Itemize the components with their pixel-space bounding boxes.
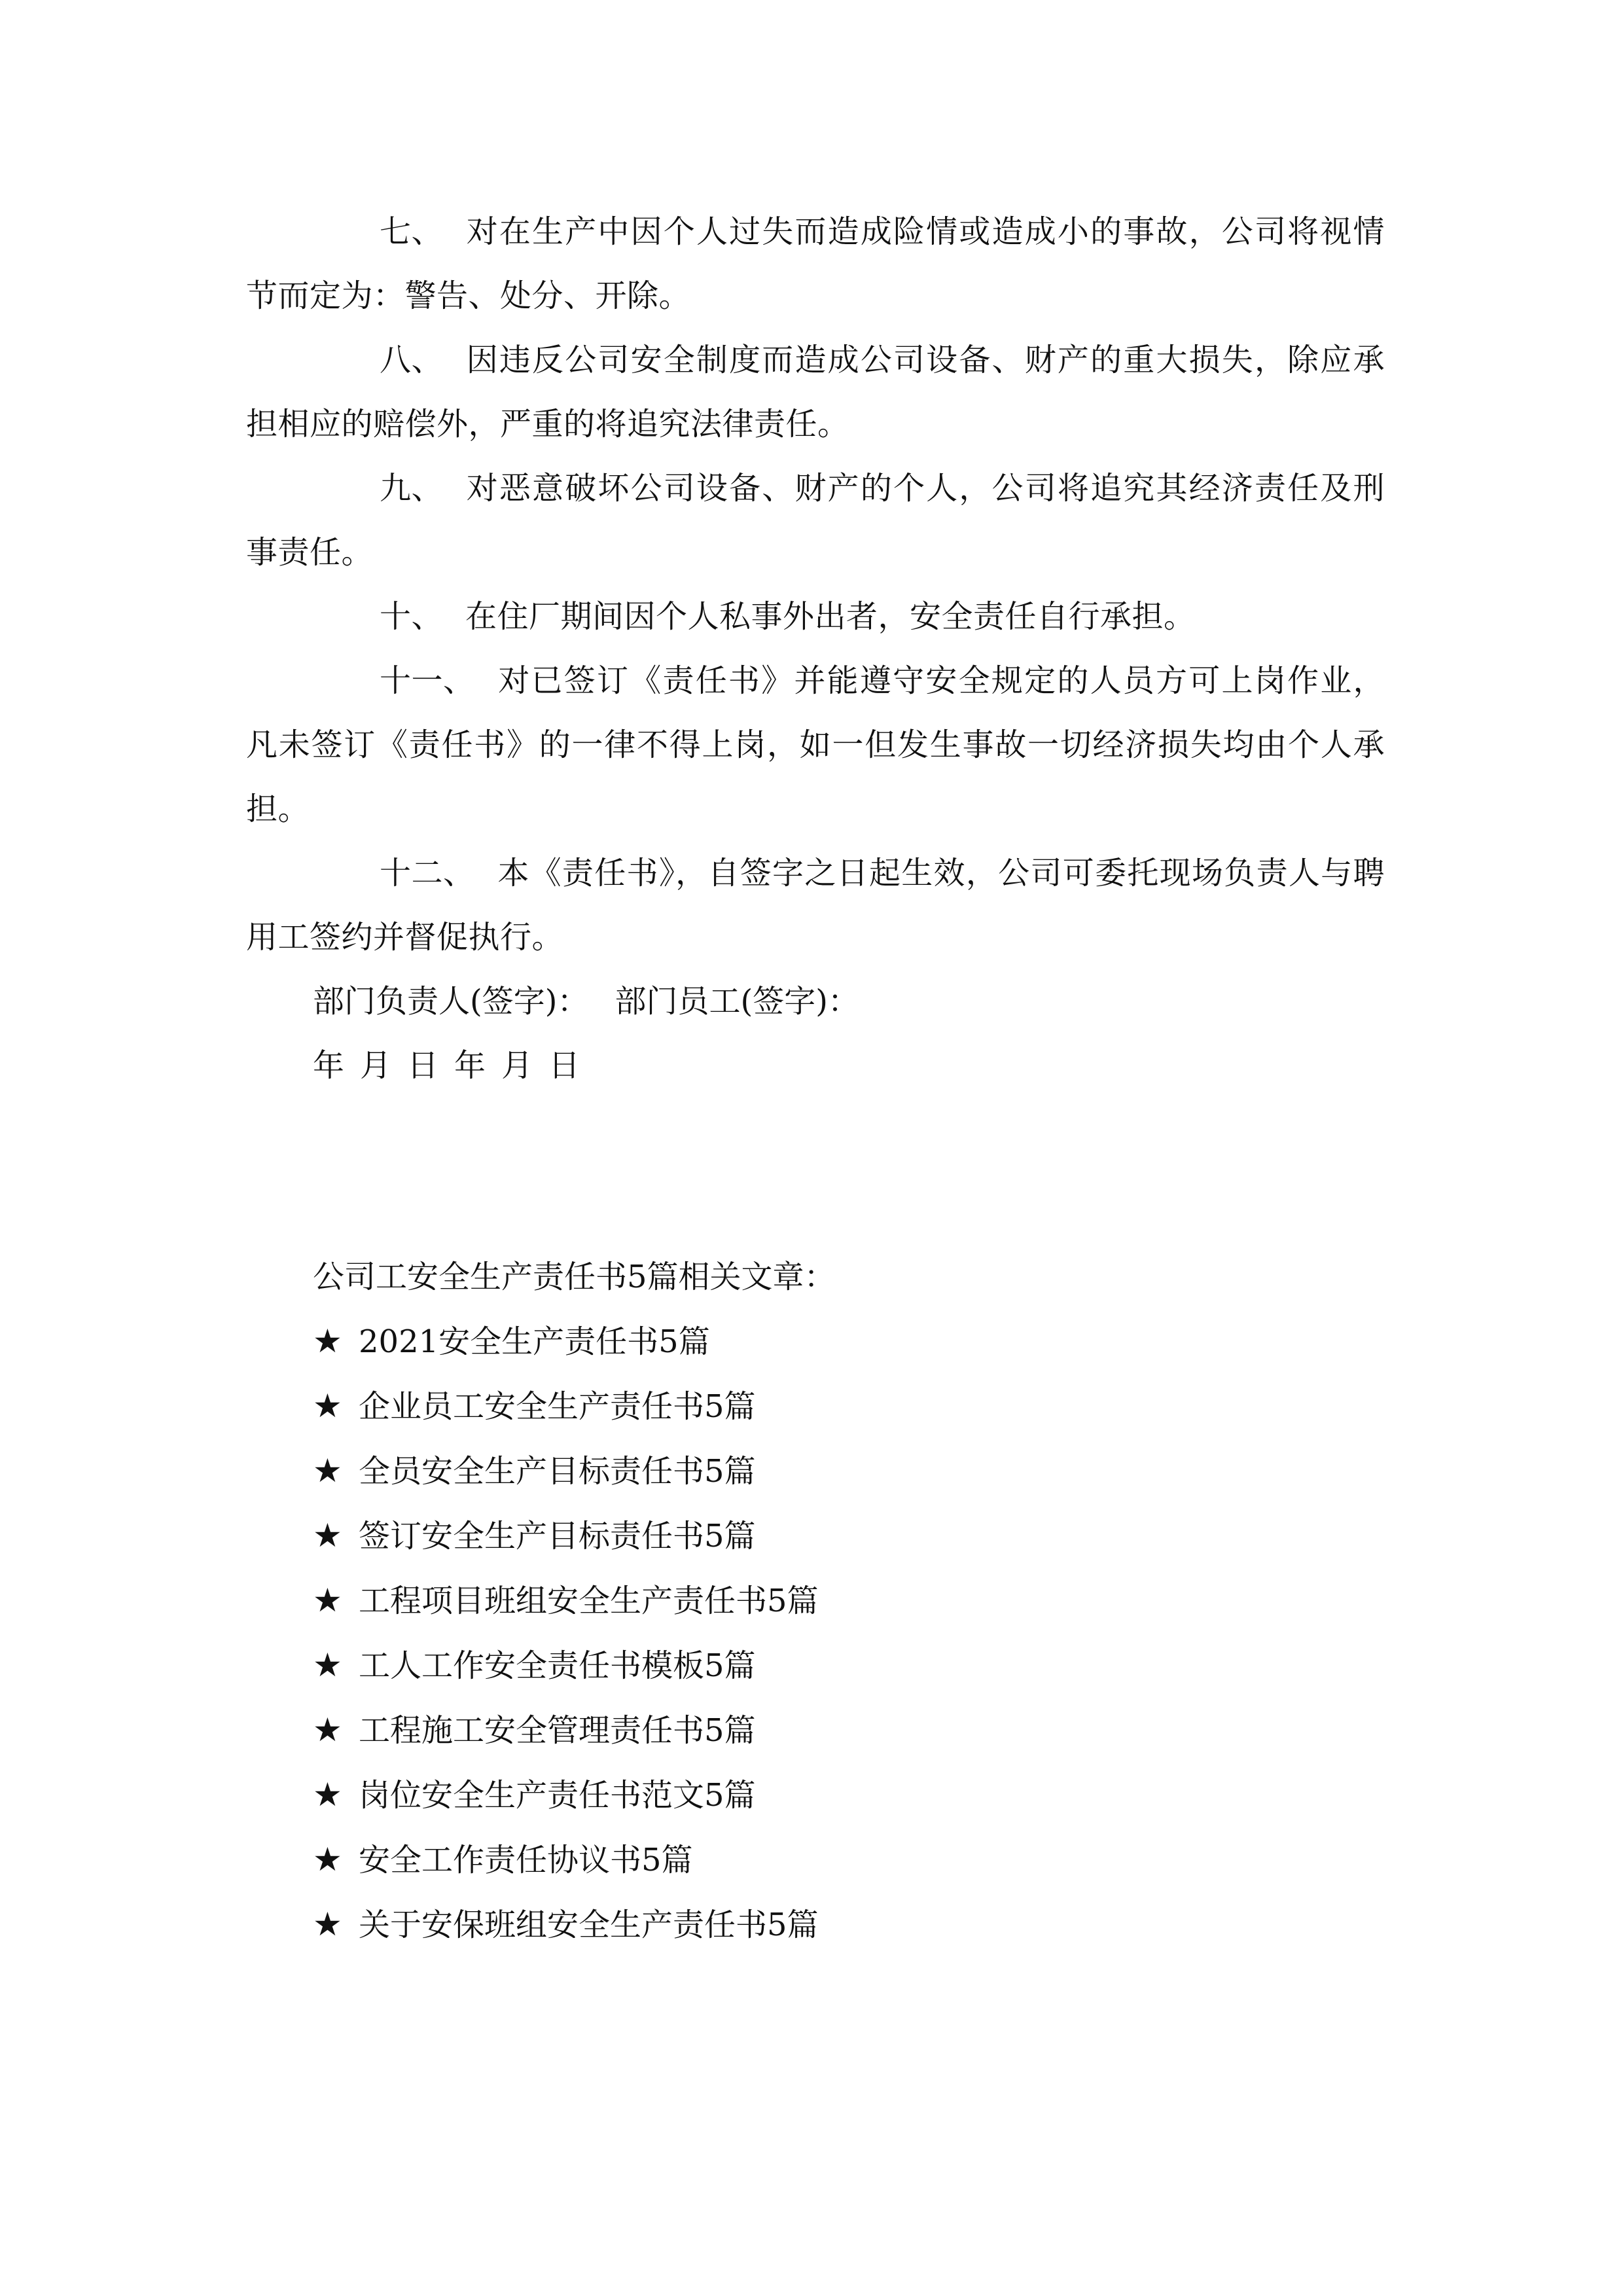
- related-article-link[interactable]: 安全工作责任协议书5篇: [359, 1842, 693, 1878]
- star-icon: ★: [313, 1905, 342, 1943]
- clause-12: [246, 841, 1385, 969]
- day-label: 日: [407, 1047, 439, 1084]
- day-label: 日: [548, 1047, 580, 1084]
- related-article-item: [313, 1827, 1385, 1892]
- clause-11: [246, 649, 1385, 841]
- related-article-link[interactable]: 企业员工安全生产责任书5篇: [359, 1388, 756, 1425]
- related-articles-list: [313, 1309, 1385, 1957]
- star-icon: ★: [313, 1387, 342, 1425]
- related-article-item: [313, 1698, 1385, 1763]
- star-icon: ★: [313, 1711, 342, 1749]
- signature-line: [246, 969, 1385, 1033]
- star-icon: ★: [313, 1581, 342, 1619]
- related-article-item: [313, 1633, 1385, 1698]
- clause-number: 七、: [380, 213, 444, 250]
- clause-9: [246, 456, 1385, 584]
- related-article-link[interactable]: 工人工作安全责任书模板5篇: [359, 1647, 756, 1684]
- date-line: [246, 1033, 1385, 1098]
- related-article-item: [313, 1374, 1385, 1439]
- related-article-item: [313, 1763, 1385, 1827]
- clause-number: 九、: [380, 470, 444, 507]
- star-icon: ★: [313, 1646, 342, 1684]
- clause-text: 因违反公司安全制度而造成公司设备、财产的重大损失，除应承担相应的赔偿外，严重的将追究法律责任。: [246, 342, 1385, 442]
- related-articles: [246, 1245, 1385, 1957]
- related-article-item: [313, 1568, 1385, 1633]
- related-article-item: [313, 1309, 1385, 1374]
- related-article-item: [313, 1892, 1385, 1957]
- month-label: 月: [360, 1047, 392, 1084]
- star-icon: ★: [313, 1452, 342, 1490]
- clause-text: 对在生产中因个人过失而造成险情或造成小的事故，公司将视情节而定为：警告、处分、开除。: [246, 213, 1385, 314]
- star-icon: ★: [313, 1322, 342, 1360]
- related-article-link[interactable]: 全员安全生产目标责任书5篇: [359, 1453, 756, 1490]
- clause-number: 十二、: [380, 855, 475, 891]
- star-icon: ★: [313, 1776, 342, 1814]
- document-body: [246, 200, 1385, 1957]
- related-article-link[interactable]: 工程施工安全管理责任书5篇: [359, 1712, 756, 1749]
- clause-text: 在住厂期间因个人私事外出者，安全责任自行承担。: [465, 598, 1196, 635]
- clause-number: 十一、: [380, 662, 475, 699]
- related-article-link[interactable]: 签订安全生产目标责任书5篇: [359, 1518, 756, 1554]
- dept-head-signature-label: 部门负责人(签字)：: [313, 983, 589, 1020]
- clause-text: 本《责任书》，自签字之日起生效，公司可委托现场负责人与聘用工签约并督促执行。: [246, 855, 1385, 956]
- year-label: 年: [454, 1047, 486, 1084]
- related-article-link[interactable]: 关于安保班组安全生产责任书5篇: [359, 1907, 819, 1943]
- month-label: 月: [501, 1047, 533, 1084]
- related-articles-title: 公司工安全生产责任书5篇相关文章：: [313, 1259, 836, 1295]
- year-label: 年: [313, 1047, 345, 1084]
- clause-10: [246, 584, 1385, 649]
- related-article-link[interactable]: 2021安全生产责任书5篇: [359, 1323, 710, 1360]
- related-article-link[interactable]: 工程项目班组安全生产责任书5篇: [359, 1583, 819, 1619]
- employee-signature-label: 部门员工(签字)：: [615, 983, 859, 1020]
- star-icon: ★: [313, 1840, 342, 1878]
- clause-text: 对已签订《责任书》并能遵守安全规定的人员方可上岗作业，凡未签订《责任书》的一律不得上岗，如一但发生事故一切经济损失均由个人承担。: [246, 662, 1385, 827]
- clause-text: 对恶意破坏公司设备、财产的个人，公司将追究其经济责任及刑事责任。: [246, 470, 1385, 571]
- related-article-item: [313, 1439, 1385, 1503]
- star-icon: ★: [313, 1516, 342, 1554]
- related-article-item: [313, 1503, 1385, 1568]
- clause-7: [246, 200, 1385, 328]
- clause-number: 八、: [380, 342, 444, 378]
- clause-number: 十、: [380, 598, 444, 635]
- clause-8: [246, 328, 1385, 456]
- related-article-link[interactable]: 岗位安全生产责任书范文5篇: [359, 1777, 756, 1814]
